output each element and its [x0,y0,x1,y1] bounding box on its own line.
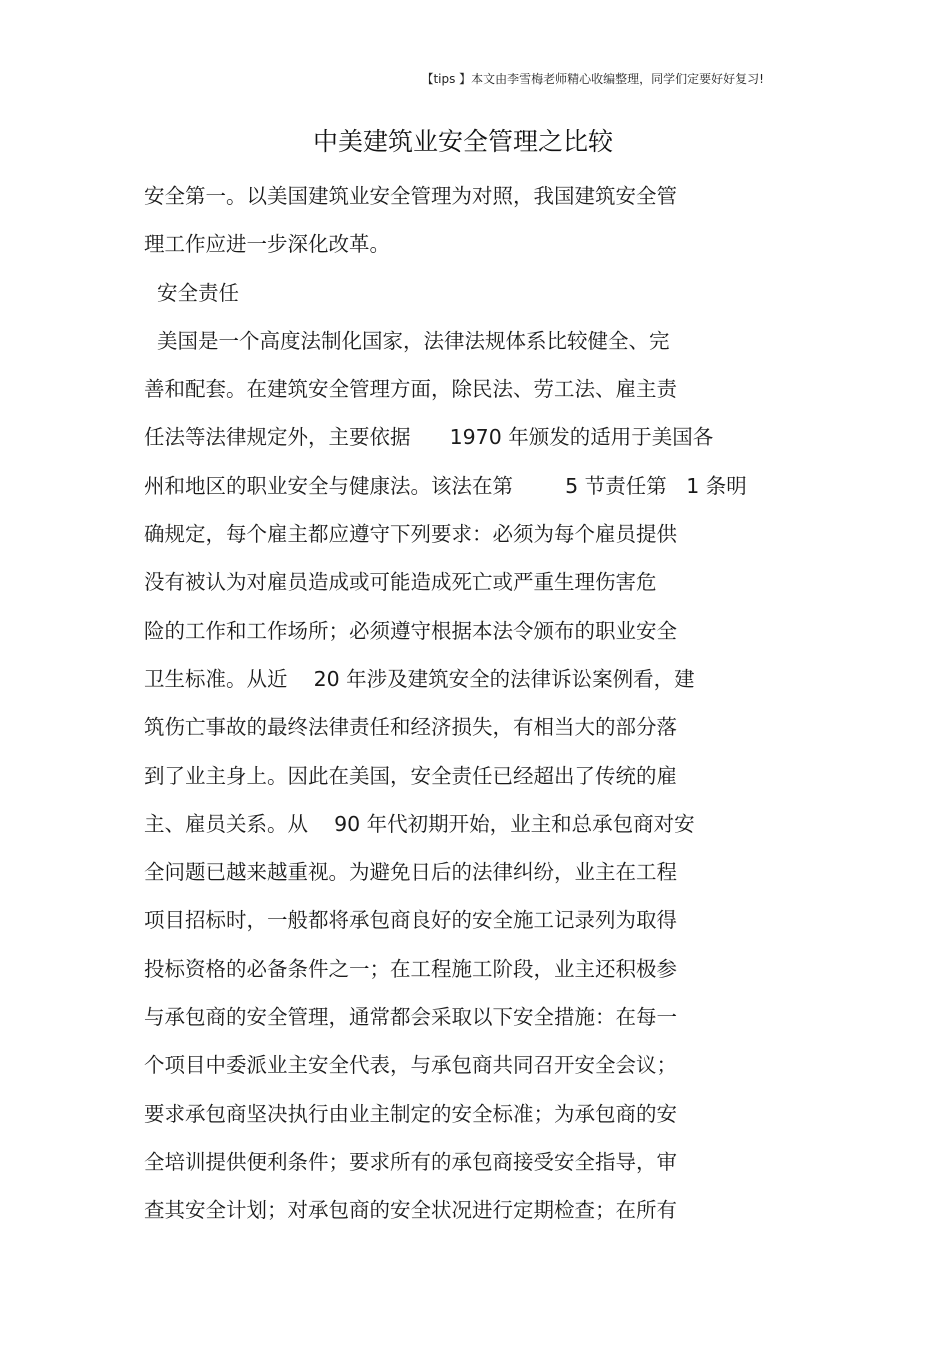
body-line: 安全责任 [144,280,240,305]
body-line: 善和配套。在建筑安全管理方面，除民法、劳工法、雇主责 [144,377,677,402]
body-line: 州和地区的职业安全与健康法。该法在第 5 节责任第 1 条明 [144,473,747,498]
header-note: 【tips 】本文由李雪梅老师精心收编整理，同学们定要好好复习! [421,72,764,86]
body-line: 个项目中委派业主安全代表，与承包商共同召开安全会议； [144,1053,677,1078]
body-line: 理工作应进一步深化改革。 [144,232,390,257]
document-body [144,178,747,1241]
body-line: 安全第一。以美国建筑业安全管理为对照，我国建筑安全管 [144,184,677,208]
body-line: 到了业主身上。因此在美国，安全责任已经超出了传统的雇 [144,763,677,788]
body-line: 险的工作和工作场所；必须遵守根据本法令颁布的职业安全 [144,618,677,643]
body-line: 与承包商的安全管理，通常都会采取以下安全措施：在每一 [144,1005,677,1030]
body-line: 查其安全计划；对承包商的安全状况进行定期检查；在所有 [144,1198,677,1223]
body-line: 没有被认为对雇员造成或可能造成死亡或严重生理伤害危 [144,570,657,595]
body-line: 确规定，每个雇主都应遵守下列要求：必须为每个雇员提供 [144,522,677,547]
body-line: 筑伤亡事故的最终法律责任和经济损失，有相当大的部分落 [144,715,677,740]
body-line: 要求承包商坚决执行由业主制定的安全标准；为承包商的安 [144,1101,677,1126]
body-line: 投标资格的必备条件之一；在工程施工阶段，业主还积极参 [144,956,677,981]
body-line: 卫生标准。从近 20 年涉及建筑安全的法律诉讼案例看，建 [144,666,695,691]
document-title: 中美建筑业安全管理之比较 [312,127,613,156]
body-line: 美国是一个高度法制化国家，法律法规体系比较健全、完 [144,328,670,353]
body-line: 全问题已越来越重视。为避免日后的法律纠纷，业主在工程 [144,860,677,885]
body-line: 全培训提供便利条件；要求所有的承包商接受安全指导，审 [144,1149,677,1174]
body-line: 项目招标时，一般都将承包商良好的安全施工记录列为取得 [144,908,677,933]
body-line: 任法等法律规定外，主要依据 1970 年颁发的适用于美国各 [144,425,714,450]
body-line: 主、雇员关系。从 90 年代初期开始，业主和总承包商对安 [144,811,695,836]
